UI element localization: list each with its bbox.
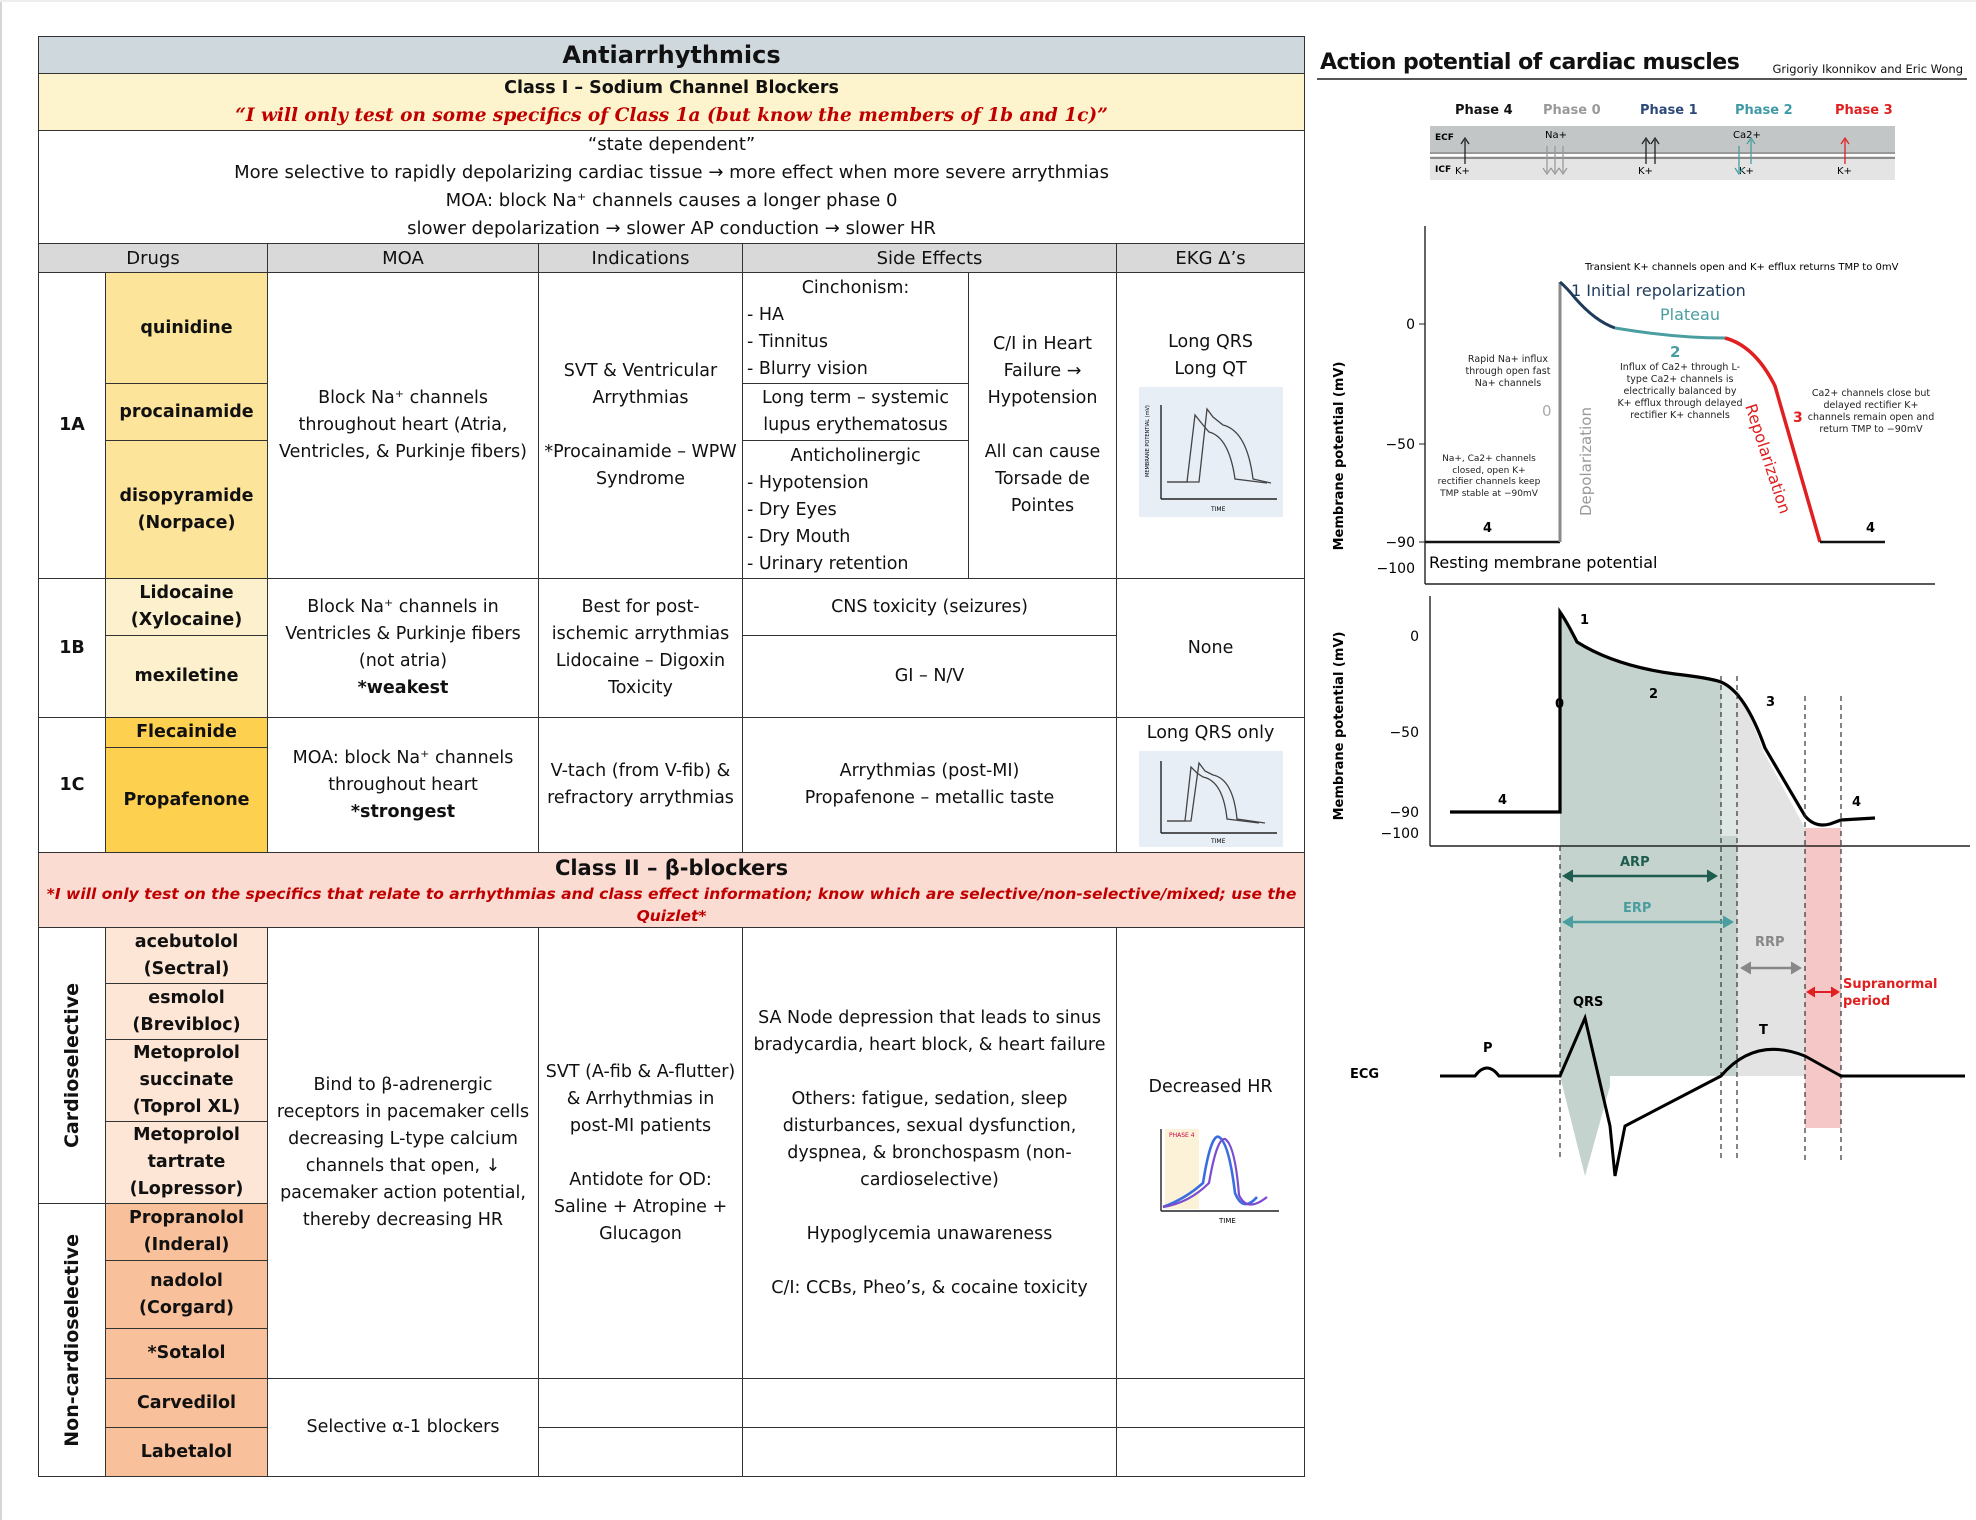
noncardioselective-label: Non-cardioselective	[60, 1233, 83, 1447]
drug-metoprolol-succinate: Metoprolol succinate (Toprol XL)	[106, 1040, 268, 1122]
phase-4-num: 4	[1866, 521, 1876, 536]
phase-0-label: Phase 0	[1543, 103, 1601, 118]
k-label: K+	[1837, 166, 1852, 177]
phase-4-note-text: Na+, Ca2+ channels closed, open K+ rectifier channels keep TMP stable at −90mV	[1437, 454, 1541, 499]
drug-disopyramide: disopyramide (Norpace)	[106, 441, 268, 579]
thumb-xlabel: TIME	[1218, 1216, 1236, 1225]
class-1c-ekg	[1117, 718, 1305, 853]
anticholinergic-cell	[743, 441, 969, 579]
k-label: K+	[1455, 166, 1470, 177]
phase-3-note	[1801, 388, 1941, 452]
intro-line: MOA: block Na⁺ channels causes a longer phase 0	[445, 190, 898, 211]
bottom-ylabel: Membrane potential (mV)	[1332, 631, 1347, 821]
class1-quote: “I will only test on some specifics of Class 1a (but know the members of 1b and 1c)”	[235, 105, 1108, 126]
class-1a-indications-note: *Procainamide – WPW Syndrome	[544, 442, 737, 489]
class-1c-indications: V-tach (from V-fib) & refractory arrythmias	[539, 718, 743, 853]
intro-line: More selective to rapidly depolarizing cardiac tissue → more effect when more severe arrythmias	[234, 162, 1109, 183]
phase-3-note-text: Ca2+ channels close but delayed rectifier K+ channels remain open and return TMP to −90mV	[1807, 388, 1935, 435]
phase-3-num: 3	[1793, 410, 1803, 426]
cinchonism-title: Cinchonism:	[801, 278, 910, 298]
empty-cell	[1117, 1379, 1305, 1428]
ca-label: Ca2+	[1733, 130, 1761, 141]
repolarization-label: Repolarization	[1741, 401, 1795, 516]
ecg-p-label: P	[1483, 1041, 1493, 1056]
ecf-label: ECF	[1435, 133, 1454, 143]
ap-phase-3: 3	[1766, 695, 1776, 710]
class-1a-ci-text: C/I in Heart Failure → Hypotension	[987, 334, 1098, 408]
class-1a-label: 1A	[39, 273, 106, 579]
drug-nadolol: nadolol (Corgard)	[106, 1261, 268, 1329]
ap-phase-4: 4	[1498, 793, 1508, 808]
class-1b-indications-note: Lidocaine – Digoxin Toxicity	[555, 651, 726, 698]
figure-title: Action potential of cardiac muscles	[1320, 50, 1740, 75]
class-1b-indications	[539, 579, 743, 718]
drug-acebutolol: acebutolol (Sectral)	[106, 928, 268, 984]
col-header-indications: Indications	[539, 244, 743, 273]
icf-band	[1430, 156, 1895, 180]
page-top-edge	[0, 0, 1976, 2]
class-1a-indications	[539, 273, 743, 579]
intro-line: “state dependent”	[587, 134, 756, 155]
drug-lidocaine: Lidocaine (Xylocaine)	[106, 579, 268, 636]
empty-cell	[539, 1379, 743, 1428]
phase-1-label: Phase 1	[1640, 103, 1698, 118]
bottom-ytick: −100	[1380, 826, 1419, 842]
empty-cell	[1117, 1428, 1305, 1477]
class-1b-moa-text: Block Na⁺ channels in Ventricles & Purkinje fibers (not atria)	[285, 597, 521, 671]
ekg-thumbnail-class2	[1139, 1123, 1283, 1233]
thumb-phase-label: PHASE 4	[1168, 1131, 1195, 1139]
class-1c-label: 1C	[39, 718, 106, 853]
antiarrhythmics-table	[38, 36, 1304, 1477]
class2-antidote: Antidote for OD: Saline + Atropine + Glucagon	[553, 1169, 728, 1244]
bottom-ytick: 0	[1410, 629, 1419, 645]
thumb-xlabel: TIME	[1210, 506, 1225, 513]
ecg-t-label: T	[1759, 1023, 1768, 1038]
ekg-long-qrs: Long QRS	[1168, 332, 1254, 352]
class-1a-ekg	[1117, 273, 1305, 579]
anticholinergic-item: - Dry Mouth	[747, 527, 851, 547]
thumb-ylabel: MEMBRANE POTENTIAL (mV)	[1144, 405, 1151, 477]
class-1c-moa-text: MOA: block Na⁺ channels throughout heart	[292, 747, 514, 795]
empty-cell	[743, 1379, 1117, 1428]
phase-4-note	[1435, 454, 1543, 514]
ap-phase-0: 0	[1555, 697, 1565, 712]
class-1b-moa	[268, 579, 539, 718]
class1-intro	[39, 131, 1305, 244]
drug-esmolol: esmolol (Brevibloc)	[106, 984, 268, 1040]
drug-flecainide: Flecainide	[106, 718, 268, 748]
col-header-ekg: EKG Δ’s	[1117, 244, 1305, 273]
depolarization-label: Depolarization	[1577, 407, 1595, 516]
anticholinergic-title: Anticholinergic	[790, 446, 921, 466]
ekg-decreased-hr: Decreased HR	[1148, 1076, 1273, 1097]
rapid-note-text: Rapid Na+ influx through open fast Na+ channels	[1465, 354, 1551, 389]
class2-se-para: Hypoglycemia unawareness	[806, 1223, 1053, 1244]
resting-label: Resting membrane potential	[1429, 553, 1658, 572]
transient-note-text: Transient K+ channels open and K+ efflux returns TMP to 0mV	[1585, 262, 1899, 273]
phase-2-label: Phase 2	[1735, 103, 1793, 118]
anticholinergic-item: - Hypotension	[747, 473, 869, 493]
class-1c-se-line: Arrythmias (post-MI)	[839, 761, 1020, 781]
ecg-label: ECG	[1350, 1067, 1380, 1082]
action-potential-figure	[1315, 36, 1975, 1346]
ekg-thumbnail-1c	[1139, 751, 1283, 847]
phase-4-label: Phase 4	[1455, 103, 1513, 118]
class2-mixed-moa: Selective α-1 blockers	[268, 1379, 539, 1477]
anticholinergic-item: - Dry Eyes	[747, 500, 837, 520]
empty-cell	[743, 1428, 1117, 1477]
top-ytick: −50	[1385, 437, 1415, 453]
class2-se-para: Others: fatigue, sedation, sleep disturbances, sexual dysfunction, dyspnea, & bronchospasm (non-cardioselective)	[782, 1088, 1077, 1190]
cinchonism-item: - Tinnitus	[747, 332, 829, 352]
phase-0-num: 0	[1542, 402, 1552, 420]
class2-side-effects	[743, 928, 1117, 1379]
initial-repol-label: 1 Initial repolarization	[1571, 281, 1746, 300]
class-1b-moa-note: *weakest	[357, 678, 449, 698]
table-title: Antiarrhythmics	[39, 37, 1305, 74]
drug-sotalol: *Sotalol	[106, 1329, 268, 1379]
top-ylabel: Membrane potential (mV)	[1332, 361, 1347, 551]
top-ytick: −100	[1376, 561, 1415, 577]
class-1c-side-effects	[743, 718, 1117, 853]
phase-2-note	[1615, 362, 1745, 452]
noncardioselective-label-cell	[39, 1204, 106, 1477]
k-label: K+	[1739, 166, 1754, 177]
drug-mexiletine: mexiletine	[106, 636, 268, 718]
icf-label: ICF	[1435, 165, 1452, 175]
ap-phase-1: 1	[1580, 613, 1590, 628]
phase-3-label: Phase 3	[1835, 103, 1893, 118]
drug-procainamide: procainamide	[106, 384, 268, 441]
class-1a-ci	[969, 273, 1117, 579]
ap-phase-2: 2	[1649, 687, 1659, 702]
bottom-ytick: −90	[1389, 805, 1419, 821]
action-potential-diagram	[1315, 76, 1975, 1346]
class2-quote: *I will only test on the specifics that relate to arrhythmias and class effect information; know which are selective/non-selective/mixed; use the Quizlet*	[46, 885, 1297, 925]
plateau-label: Plateau	[1660, 305, 1720, 324]
cinchonism-cell	[743, 273, 969, 384]
intro-line: slower depolarization → slower AP conduction → slower HR	[407, 218, 936, 239]
class-1b-cns: CNS toxicity (seizures)	[743, 579, 1117, 636]
cardioselective-label-cell	[39, 928, 106, 1204]
cardioselective-label: Cardioselective	[60, 982, 83, 1149]
phase-2-note-text: Influx of Ca2+ through L-type Ca2+ channels is electrically balanced by K+ efflux through delayed rectifier K+ channels	[1617, 362, 1743, 421]
class2-indications-text: SVT (A-fib & A-flutter) & Arrhythmias in post-MI patients	[545, 1061, 736, 1136]
top-chart	[1332, 226, 1941, 584]
class-1c-moa	[268, 718, 539, 853]
ekg-long-qrs-only: Long QRS only	[1146, 723, 1275, 743]
class-1c-moa-note: *strongest	[350, 801, 456, 822]
empty-cell	[539, 1428, 743, 1477]
ecg-qrs-label: QRS	[1573, 995, 1604, 1010]
class-1c-se-line: Propafenone – metallic taste	[804, 788, 1055, 808]
drug-quinidine: quinidine	[106, 273, 268, 384]
class1-heading: Class I – Sodium Channel Blockers	[504, 78, 839, 98]
col-header-side-effects: Side Effects	[743, 244, 1117, 273]
top-ytick: −90	[1385, 535, 1415, 551]
class2-indications	[539, 928, 743, 1379]
lupus-cell: Long term – systemic lupus erythematosus	[743, 384, 969, 441]
drug-labetalol: Labetalol	[106, 1428, 268, 1477]
thumb-xlabel: TIME	[1210, 838, 1225, 845]
erp-label: ERP	[1623, 901, 1652, 916]
figure-credit: Grigoriy Ikonnikov and Eric Wong	[1772, 62, 1963, 76]
arp-label: ARP	[1620, 855, 1650, 870]
transient-note	[1584, 262, 1899, 273]
class-1b-gi: GI – N/V	[743, 636, 1117, 718]
class-1a-moa: Block Na⁺ channels throughout heart (Atria, Ventricles, & Purkinje fibers)	[268, 273, 539, 579]
ecf-band	[1430, 126, 1895, 152]
anticholinergic-item: - Urinary retention	[747, 554, 909, 574]
drug-propafenone: Propafenone	[106, 748, 268, 853]
col-header-drugs: Drugs	[39, 244, 268, 273]
class2-se-para: C/I: CCBs, Pheo’s, & cocaine toxicity	[771, 1277, 1088, 1298]
drug-metoprolol-tartrate: Metoprolol tartrate (Lopressor)	[106, 1122, 268, 1204]
phase-4-num: 4	[1483, 521, 1493, 536]
na-label: Na+	[1545, 130, 1567, 141]
class-1b-label: 1B	[39, 579, 106, 718]
supranormal-label	[1843, 976, 1938, 1016]
ekg-thumbnail-1a	[1139, 387, 1283, 517]
class2-moa: Bind to β-adrenergic receptors in pacemaker cells decreasing L-type calcium channels that open, ↓ pacemaker action potential, thereby decreasing HR	[268, 928, 539, 1379]
class1-header	[39, 74, 1305, 131]
class2-ekg	[1117, 928, 1305, 1379]
bottom-ytick: −50	[1389, 725, 1419, 741]
k-label: K+	[1638, 166, 1653, 177]
drug-carvedilol: Carvedilol	[106, 1379, 268, 1428]
class-1b-ekg: None	[1117, 579, 1305, 718]
class-1a-indications-main: SVT & Ventricular Arrythmias	[563, 361, 718, 408]
bottom-chart	[1332, 596, 1970, 1176]
col-header-moa: MOA	[268, 244, 539, 273]
cinchonism-item: - HA	[747, 305, 785, 325]
page-left-edge	[0, 0, 2, 1520]
cinchonism-item: - Blurry vision	[747, 359, 868, 379]
rapid-note	[1463, 354, 1553, 414]
class2-heading: Class II – β-blockers	[554, 856, 789, 880]
class-1b-indications-text: Best for post-ischemic arrythmias	[551, 597, 730, 644]
ap-phase-4: 4	[1852, 795, 1862, 810]
class2-header	[39, 853, 1305, 928]
drug-propranolol: Propranolol (Inderal)	[106, 1204, 268, 1261]
class-1a-torsade: All can cause Torsade de Pointes	[984, 442, 1101, 516]
top-ytick: 0	[1406, 317, 1415, 333]
class2-se-para: SA Node depression that leads to sinus bradycardia, heart block, & heart failure	[753, 1007, 1106, 1055]
ekg-long-qt: Long QT	[1174, 359, 1247, 379]
phase-2-num: 2	[1670, 343, 1681, 361]
rrp-label: RRP	[1755, 935, 1785, 950]
supranormal-text: Supranormal period	[1843, 977, 1938, 1009]
